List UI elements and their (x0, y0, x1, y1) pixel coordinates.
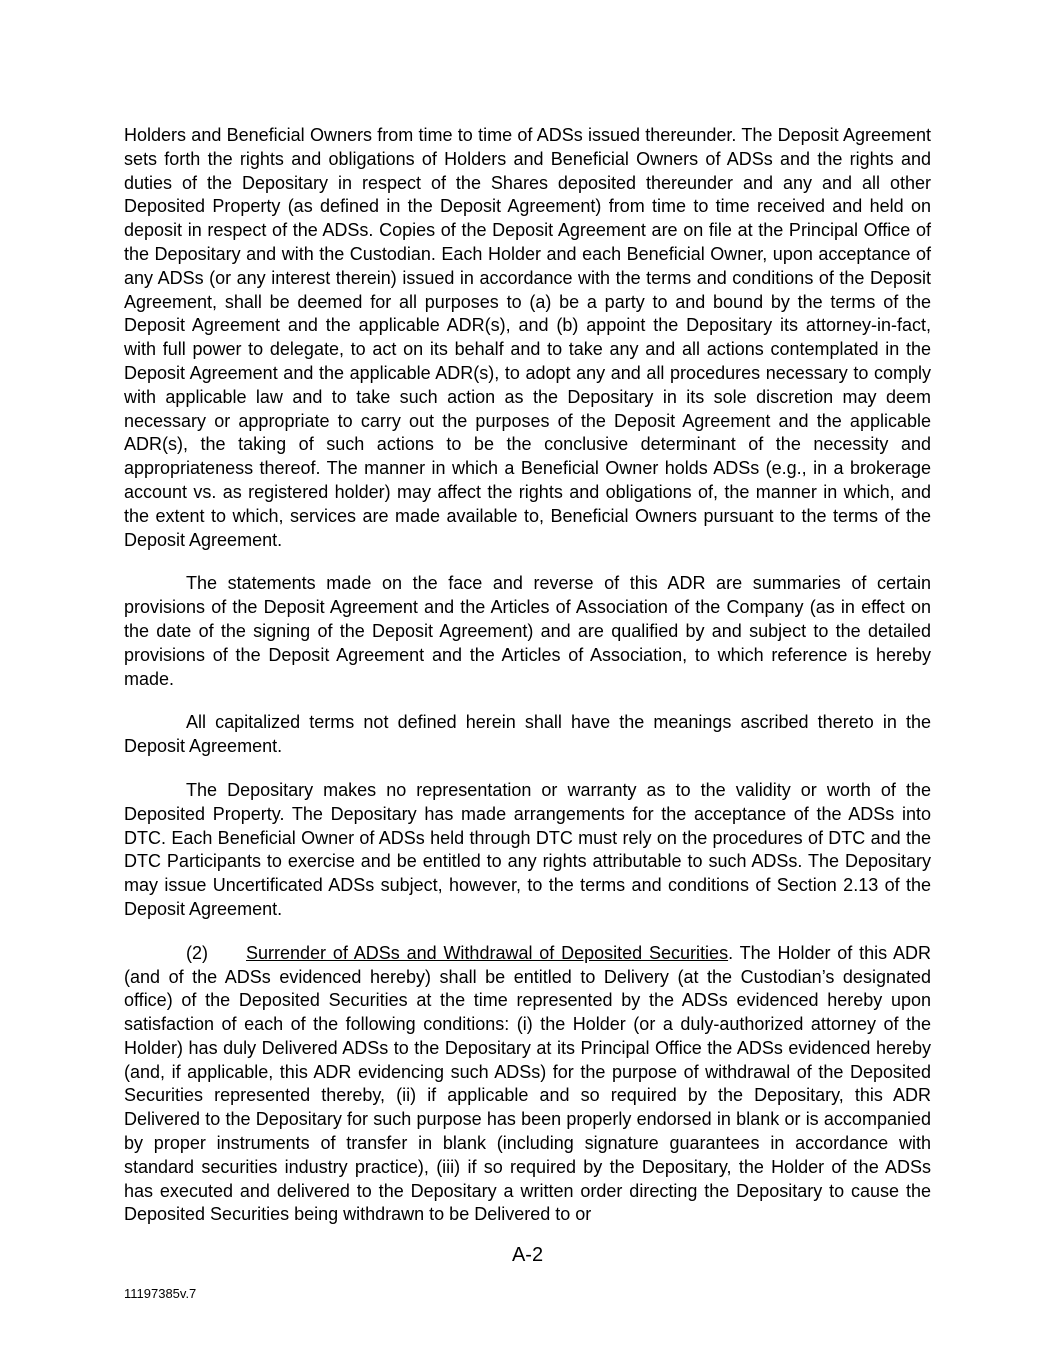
paragraph-capitalized-terms: All capitalized terms not defined herein shall have the meanings ascribed thereto in the Deposit Agreement. (124, 712, 931, 757)
page-number: A-2 (511, 1244, 544, 1266)
paragraph-holders-beneficial-owners: Holders and Beneficial Owners from time to time of ADSs issued thereunder. The Deposit Agreement sets forth the rights and obligations of Holders and Beneficial Owners of ADSs and the rights and duties of the Depositary in respect of the Shares deposited thereunder and any and all other Deposited Property (as defined in the Deposit Agreement) from time to time received and held on deposit in respect of the ADSs. Copies of the Deposit Agreement are on file at the Principal Office of the Depositary and with the Custodian. Each Holder and each Beneficial Owner, upon acceptance of any ADSs (or any interest therein) issued in accordance with the terms and conditions of the Deposit Agreement, shall be deemed for all purposes to (a) be a party to and bound by the terms of the Deposit Agreement and the applicable ADR(s), and (b) appoint the Depositary its attorney-in-fact, with full power to delegate, to act on its behalf and to take any and all actions contemplated in the Deposit Agreement and the applicable ADR(s), to adopt any and all procedures necessary to comply with applicable law and to take such action as the Depositary in its sole discretion may deem necessary or appropriate to carry out the purposes of the Deposit Agreement and the applicable ADR(s), the taking of such actions to be the conclusive determinant of the necessity and appropriateness thereof. The manner in which a Beneficial Owner holds ADSs (e.g., in a brokerage account vs. as registered holder) may affect the rights and obligations of, the manner in which, and the extent to which, services are made available to, Beneficial Owners pursuant to the terms of the Deposit Agreement. (124, 125, 931, 550)
section-number: (2) (186, 942, 208, 963)
document-body (124, 124, 931, 1227)
section-2-surrender (124, 942, 931, 1228)
paragraph-depositary-no-representation: The Depositary makes no representation or warranty as to the validity or worth of the Deposited Property. The Depositary has made arrangements for the acceptance of the ADSs into DTC. Each Beneficial Owner of ADSs held through DTC must rely on the procedures of DTC and the DTC Participants to exercise and be entitled to any rights attributable to such ADSs. The Depositary may issue Uncertificated ADSs subject, however, to the terms and conditions of Section 2.13 of the Deposit Agreement. (124, 779, 931, 919)
section-heading: Surrender of ADSs and Withdrawal of Deposited Securities (246, 942, 729, 963)
paragraph-statements-summaries: The statements made on the face and reverse of this ADR are summaries of certain provisions of the Deposit Agreement and the Articles of Association of the Company (as in effect on the date of the signing of the Deposit Agreement) and are qualified by and subject to the detailed provisions of the Deposit Agreement and the Articles of Association, to which reference is hereby made. (124, 573, 931, 689)
section-body: . The Holder of this ADR (and of the ADSs evidenced hereby) shall be entitled to Delivery (at the Custodian’s designated office) of the Deposited Securities at the time represented by the ADSs evidenced hereby upon satisfaction of each of the following conditions: (i) the Holder (or a duly-authorized attorney of the Holder) has duly Delivered ADSs to the Depositary at its Principal Office the ADSs evidenced hereby (and, if applicable, this ADR evidencing such ADSs) for the purpose of withdrawal of the Deposited Securities represented thereby, (ii) if applicable and so required by the Depositary, this ADR Delivered to the Depositary for such purpose has been properly endorsed in blank or is accompanied by proper instruments of transfer in blank (including signature guarantees in accordance with standard securities industry practice), (iii) if so required by the Depositary, the Holder of the ADSs has executed and delivered to the Depositary a written order directing the Depositary to cause the Deposited Securities being withdrawn to be Delivered to or (124, 942, 931, 1225)
document-id: 11197385v.7 (124, 1286, 197, 1301)
